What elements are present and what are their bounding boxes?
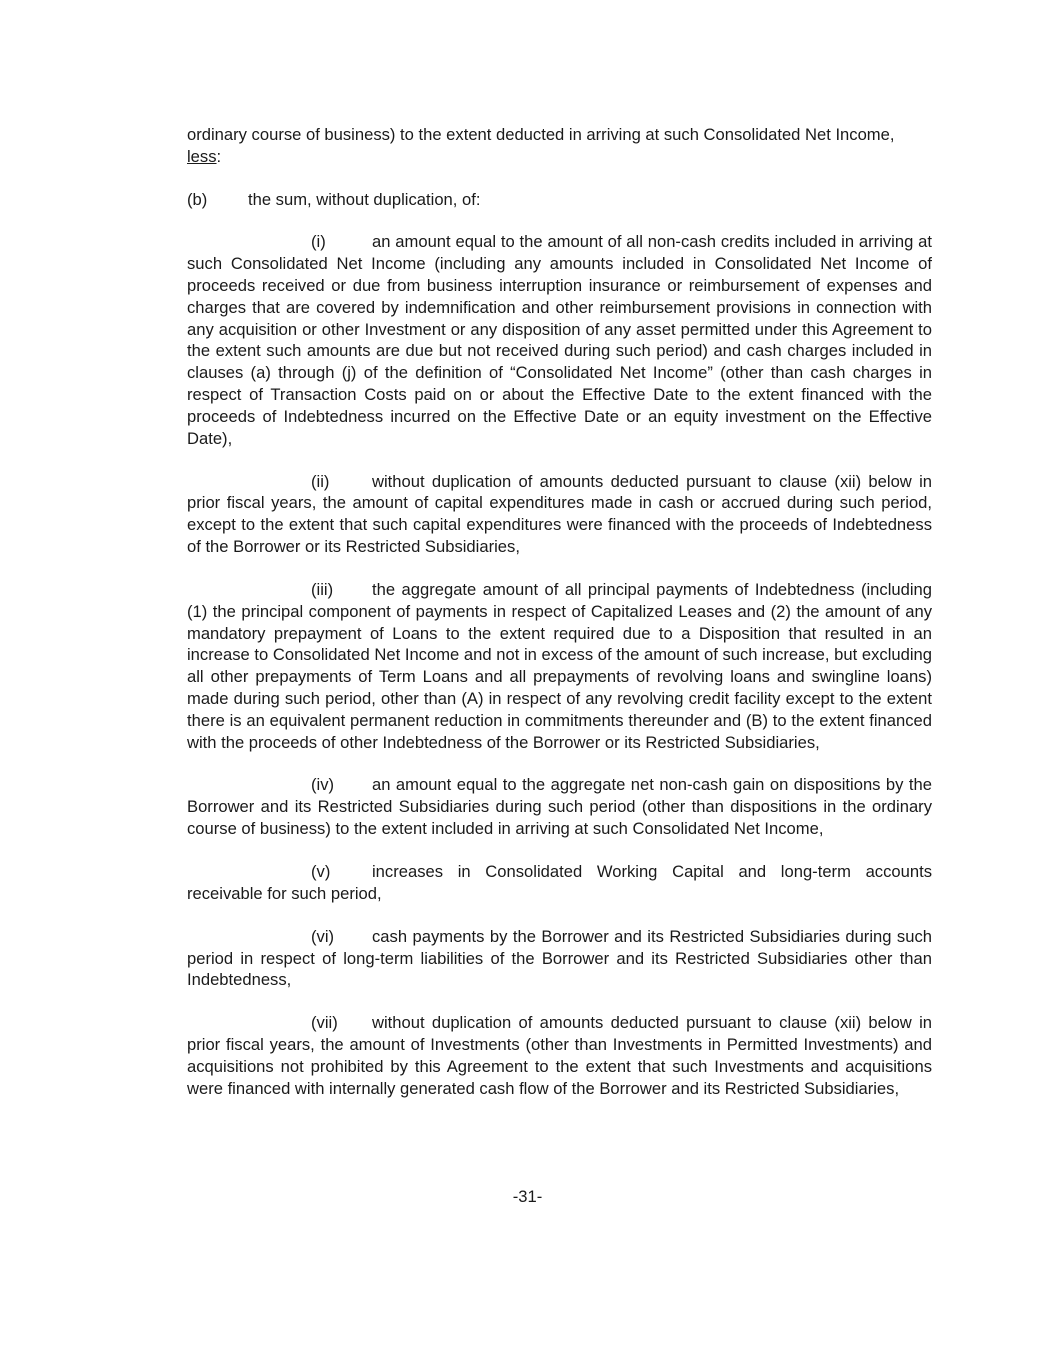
clause-item-number: (vi) <box>311 926 335 946</box>
clause-item-vii <box>187 1012 932 1099</box>
clause-item-text: without duplication of amounts deducted pursuant to clause (xii) below in prior fiscal years, the amount of Investments (other than Investments in Permitted Investments) and acquisitions not prohibited by this Agreement to the extent that such Investments and acquisitions were financed with internally generated cash flow of the Borrower and its Restricted Subsidiaries, <box>187 1013 932 1098</box>
clause-item-v <box>187 861 932 905</box>
clause-item-text: increases in Consolidated Working Capital and long-term accounts receivable for such period, <box>187 862 932 903</box>
clause-item-text: an amount equal to the amount of all non-cash credits included in arriving at such Consolidated Net Income (including any amounts included in Consolidated Net Income of proceeds received or due from business interruption insurance or reimbursement of expenses and charges that are covered by indemnification and other reimbursement provisions in connection with any acquisition or other Investment or any disposition of any asset permitted under this Agreement to the extent such amounts are due but not received during such period) and cash charges included in clauses (a) through (j) of the definition of “Consolidated Net Income” (other than cash charges in respect of Transaction Costs paid on or about the Effective Date to the extent financed with the proceeds of Indebtedness incurred on the Effective Date or an equity investment on the Effective Date), <box>187 232 932 448</box>
clause-item-number: (ii) <box>311 471 330 491</box>
clause-item-text: without duplication of amounts deducted pursuant to clause (xii) below in prior fiscal years, the amount of capital expenditures made in cash or accrued during such period, except to the extent that such capital expenditures were financed with the proceeds of Indebtedness of the Borrower or its Restricted Subsidiaries, <box>187 471 932 556</box>
page-number: -31- <box>512 1187 543 1206</box>
clause-item-text: cash payments by the Borrower and its Restricted Subsidiaries during such period in respect of long-term liabilities of the Borrower and its Restricted Subsidiaries other than Indebtedness, <box>187 926 932 990</box>
clause-item-ii <box>187 471 932 558</box>
clause-item-text: an amount equal to the aggregate net non-cash gain on dispositions by the Borrower and its Restricted Subsidiaries during such period (other than dispositions in the ordinary course of business) to the extent included in arriving at such Consolidated Net Income, <box>187 775 932 839</box>
clause-item-number: (vii) <box>311 1013 338 1033</box>
clause-item-number: (iii) <box>311 579 334 599</box>
clause-item-text: the aggregate amount of all principal payments of Indebtedness (including (1) the principal component of payments in respect of Capitalized Leases and (2) the amount of any mandatory prepayment of Loans to the extent required due to a Disposition that resulted in an increase to Consolidated Net Income and not in excess of the amount of such increase, but excluding all other prepayments of Term Loans and all prepayments of revolving loans and swingline loans) made during such period, other than (A) in respect of any revolving credit facility except to the extent there is an equivalent permanent reduction in commitments thereunder and (B) to the extent financed with the proceeds of other Indebtedness of the Borrower or its Restricted Subsidiaries, <box>187 579 932 752</box>
lead-suffix: : <box>216 146 222 166</box>
clause-b-number: (b) <box>187 189 208 209</box>
clause-item-number: (v) <box>311 862 331 882</box>
document-page <box>187 124 932 1121</box>
clause-item-number: (iv) <box>311 775 335 795</box>
clause-item-iii <box>187 579 932 753</box>
lead-paragraph <box>187 124 932 168</box>
less-underlined: less <box>187 146 217 166</box>
clause-b <box>187 189 932 211</box>
clause-item-i <box>187 231 932 449</box>
clause-b-text: the sum, without duplication, of: <box>248 189 481 209</box>
clause-item-iv <box>187 774 932 839</box>
lead-text: ordinary course of business) to the extent deducted in arriving at such Consolidated Net Income, <box>187 125 895 144</box>
clause-item-vi <box>187 926 932 991</box>
clause-item-number: (i) <box>311 232 326 252</box>
